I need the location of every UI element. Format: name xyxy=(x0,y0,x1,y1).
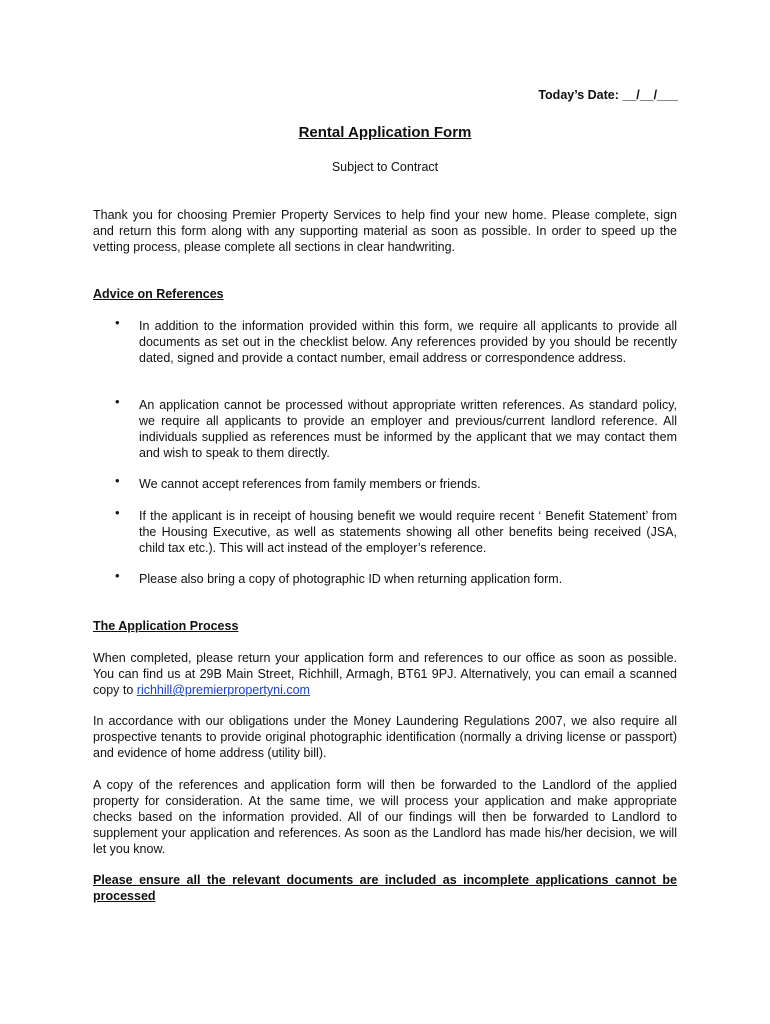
bullet-icon: • xyxy=(115,315,120,330)
process-heading: The Application Process xyxy=(93,619,239,633)
process-paragraph-1-text: When completed, please return your application form and references to our office as soon as possible. You can find us at 29B Main Street, Richhill, Armagh, BT61 9PJ. Alternatively, you can email a scanned copy to xyxy=(93,651,677,697)
intro-paragraph: Thank you for choosing Premier Property Services to help find your new home. Please complete, sign and return this form along with any supporting material as soon as possible. In order to speed up the vetting process, please complete all sections in clear handwriting. xyxy=(93,208,677,254)
page-subtitle: Subject to Contract xyxy=(331,160,439,174)
bullet-icon: • xyxy=(115,568,120,583)
advice-bullet-text: An application cannot be processed without appropriate written references. As standard policy, we require all applicants to provide an employer and previous/current landlord reference. All individuals supplied as references must be informed by the applicant that we may contact them and wish to speak to them directly. xyxy=(139,398,677,460)
page-title: Rental Application Form xyxy=(298,124,472,141)
bullet-icon: • xyxy=(115,505,120,520)
advice-bullet-text: Please also bring a copy of photographic ID when returning application form. xyxy=(139,572,563,586)
bullet-icon: • xyxy=(115,394,120,409)
process-paragraph-3: A copy of the references and application form will then be forwarded to the Landlord of the applied property for consideration. At the same time, we will process your application and make appropriate checks based on the information provided. All of our findings will then be forwarded to Landlord to supplement your application and references. As soon as the Landlord has made his/her decision, we will let you know. xyxy=(93,778,677,856)
advice-bullet-text: We cannot accept references from family members or friends. xyxy=(139,477,481,491)
todays-date-field: Today’s Date: __/__/___ xyxy=(538,88,678,102)
process-paragraph-2: In accordance with our obligations under the Money Laundering Regulations 2007, we also require all prospective tenants to provide original photographic identification (normally a driving license or passport) and evidence of home address (utility bill). xyxy=(93,714,677,760)
incomplete-warning: Please ensure all the relevant documents are included as incomplete applications cannot be processed xyxy=(93,873,677,903)
process-paragraph-1 xyxy=(93,650,677,698)
advice-bullet-text: If the applicant is in receipt of housing benefit we would require recent ‘ Benefit Statement’ from the Housing Executive, as well as statements showing all other benefits being received (JSA, child tax etc.). This will act instead of the employer’s reference. xyxy=(139,509,677,555)
bullet-icon: • xyxy=(115,473,120,488)
advice-bullet-text: In addition to the information provided within this form, we require all applicants to provide all documents as set out in the checklist below. Any references provided by you should be recently dated, signed and provide a contact number, email address or correspondence address. xyxy=(139,319,677,365)
advice-heading: Advice on References xyxy=(93,287,224,301)
email-link[interactable]: richhill@premierpropertyni.com xyxy=(136,683,310,697)
